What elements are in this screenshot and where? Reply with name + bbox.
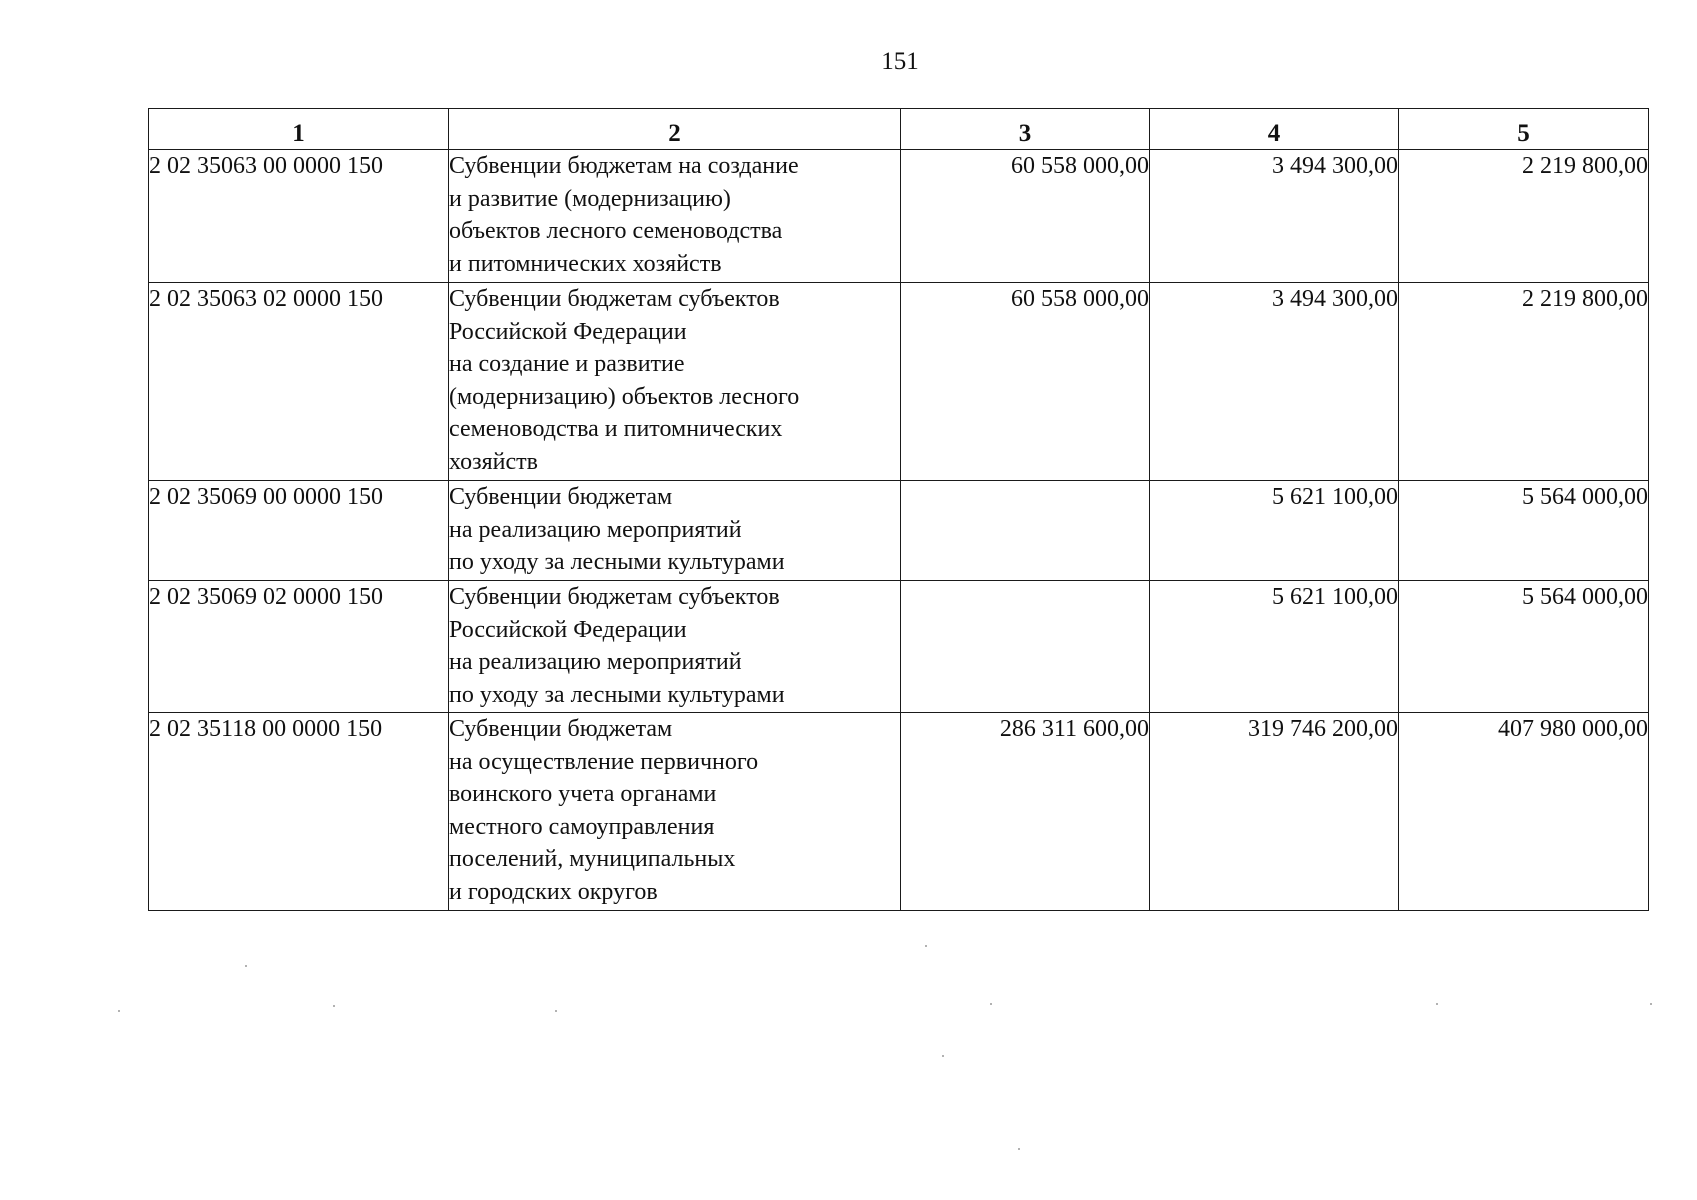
description-line: Субвенции бюджетам: [449, 716, 673, 742]
description-cell: [449, 150, 901, 283]
description-line: и развитие (модернизацию): [449, 185, 731, 212]
amount-col5-cell: 5 564 000,00: [1399, 581, 1649, 713]
table-header-row: [149, 109, 1649, 150]
amount-col5-cell: 2 219 800,00: [1399, 283, 1649, 481]
amount-col4-cell: 5 621 100,00: [1150, 581, 1399, 713]
description-line: воинского учета органами: [449, 781, 717, 807]
column-header-1: 1: [149, 109, 449, 150]
amount-col4-cell: 3 494 300,00: [1150, 283, 1399, 481]
amount-col3-cell: 286 311 600,00: [901, 713, 1150, 911]
description-line: Российской Федерации: [449, 318, 687, 345]
column-header-3: 3: [901, 109, 1150, 150]
scan-speck: [1018, 1148, 1020, 1150]
budget-code-cell: 2 02 35063 00 0000 150: [149, 150, 449, 283]
budget-code-cell: 2 02 35069 02 0000 150: [149, 581, 449, 713]
description-line: на реализацию мероприятий: [449, 649, 742, 675]
budget-code-cell: 2 02 35063 02 0000 150: [149, 283, 449, 481]
amount-col4-cell: 319 746 200,00: [1150, 713, 1399, 911]
description-line: на реализацию мероприятий: [449, 516, 742, 543]
column-header-4: 4: [1150, 109, 1399, 150]
scan-speck: [990, 1003, 992, 1005]
page-number: 151: [881, 48, 919, 75]
table-row: [149, 150, 1649, 283]
description-cell: [449, 481, 901, 581]
description-line: по уходу за лесными культурами: [449, 549, 785, 575]
description-cell: [449, 581, 901, 713]
scan-speck: [555, 1010, 557, 1012]
description-line: и питомнических хозяйств: [449, 250, 722, 277]
amount-col5-cell: 407 980 000,00: [1399, 713, 1649, 911]
scan-speck: [925, 945, 927, 947]
amount-col3-cell: 60 558 000,00: [901, 150, 1150, 283]
amount-col3-cell: [901, 581, 1150, 713]
description-line: на осуществление первичного: [449, 748, 759, 775]
table-row: [149, 481, 1649, 581]
description-line: Субвенции бюджетам субъектов: [449, 286, 780, 312]
scan-speck: [942, 1055, 944, 1057]
table-row: [149, 713, 1649, 911]
description-line: хозяйств: [449, 448, 538, 475]
column-header-5: 5: [1399, 109, 1649, 150]
description-line: по уходу за лесными культурами: [449, 681, 785, 708]
description-line: Субвенции бюджетам субъектов: [449, 584, 780, 610]
amount-col4-cell: 3 494 300,00: [1150, 150, 1399, 283]
description-line: Субвенции бюджетам на создание: [449, 153, 799, 179]
scan-speck: [118, 1010, 120, 1012]
description-line: на создание и развитие: [449, 351, 685, 377]
description-line: поселений, муниципальных: [449, 846, 736, 872]
column-header-2: 2: [449, 109, 901, 150]
table-row: [149, 283, 1649, 481]
description-line: семеноводства и питомнических: [449, 416, 783, 442]
amount-col4-cell: 5 621 100,00: [1150, 481, 1399, 581]
table-row: [149, 581, 1649, 713]
description-line: местного самоуправления: [449, 813, 715, 840]
description-line: Субвенции бюджетам: [449, 484, 673, 510]
scan-speck: [1650, 1003, 1652, 1005]
scan-speck: [245, 965, 247, 967]
description-cell: [449, 283, 901, 481]
amount-col5-cell: 2 219 800,00: [1399, 150, 1649, 283]
description-line: и городских округов: [449, 878, 658, 905]
description-line: объектов лесного семеноводства: [449, 218, 783, 244]
amount-col5-cell: 5 564 000,00: [1399, 481, 1649, 581]
amount-col3-cell: 60 558 000,00: [901, 283, 1150, 481]
description-line: Российской Федерации: [449, 616, 687, 643]
scan-speck: [1436, 1003, 1438, 1005]
description-cell: [449, 713, 901, 911]
budget-code-cell: 2 02 35069 00 0000 150: [149, 481, 449, 581]
budget-code-cell: 2 02 35118 00 0000 150: [149, 713, 449, 911]
scan-speck: [333, 1005, 335, 1007]
amount-col3-cell: [901, 481, 1150, 581]
budget-table: [148, 108, 1649, 911]
description-line: (модернизацию) объектов лесного: [449, 383, 800, 410]
